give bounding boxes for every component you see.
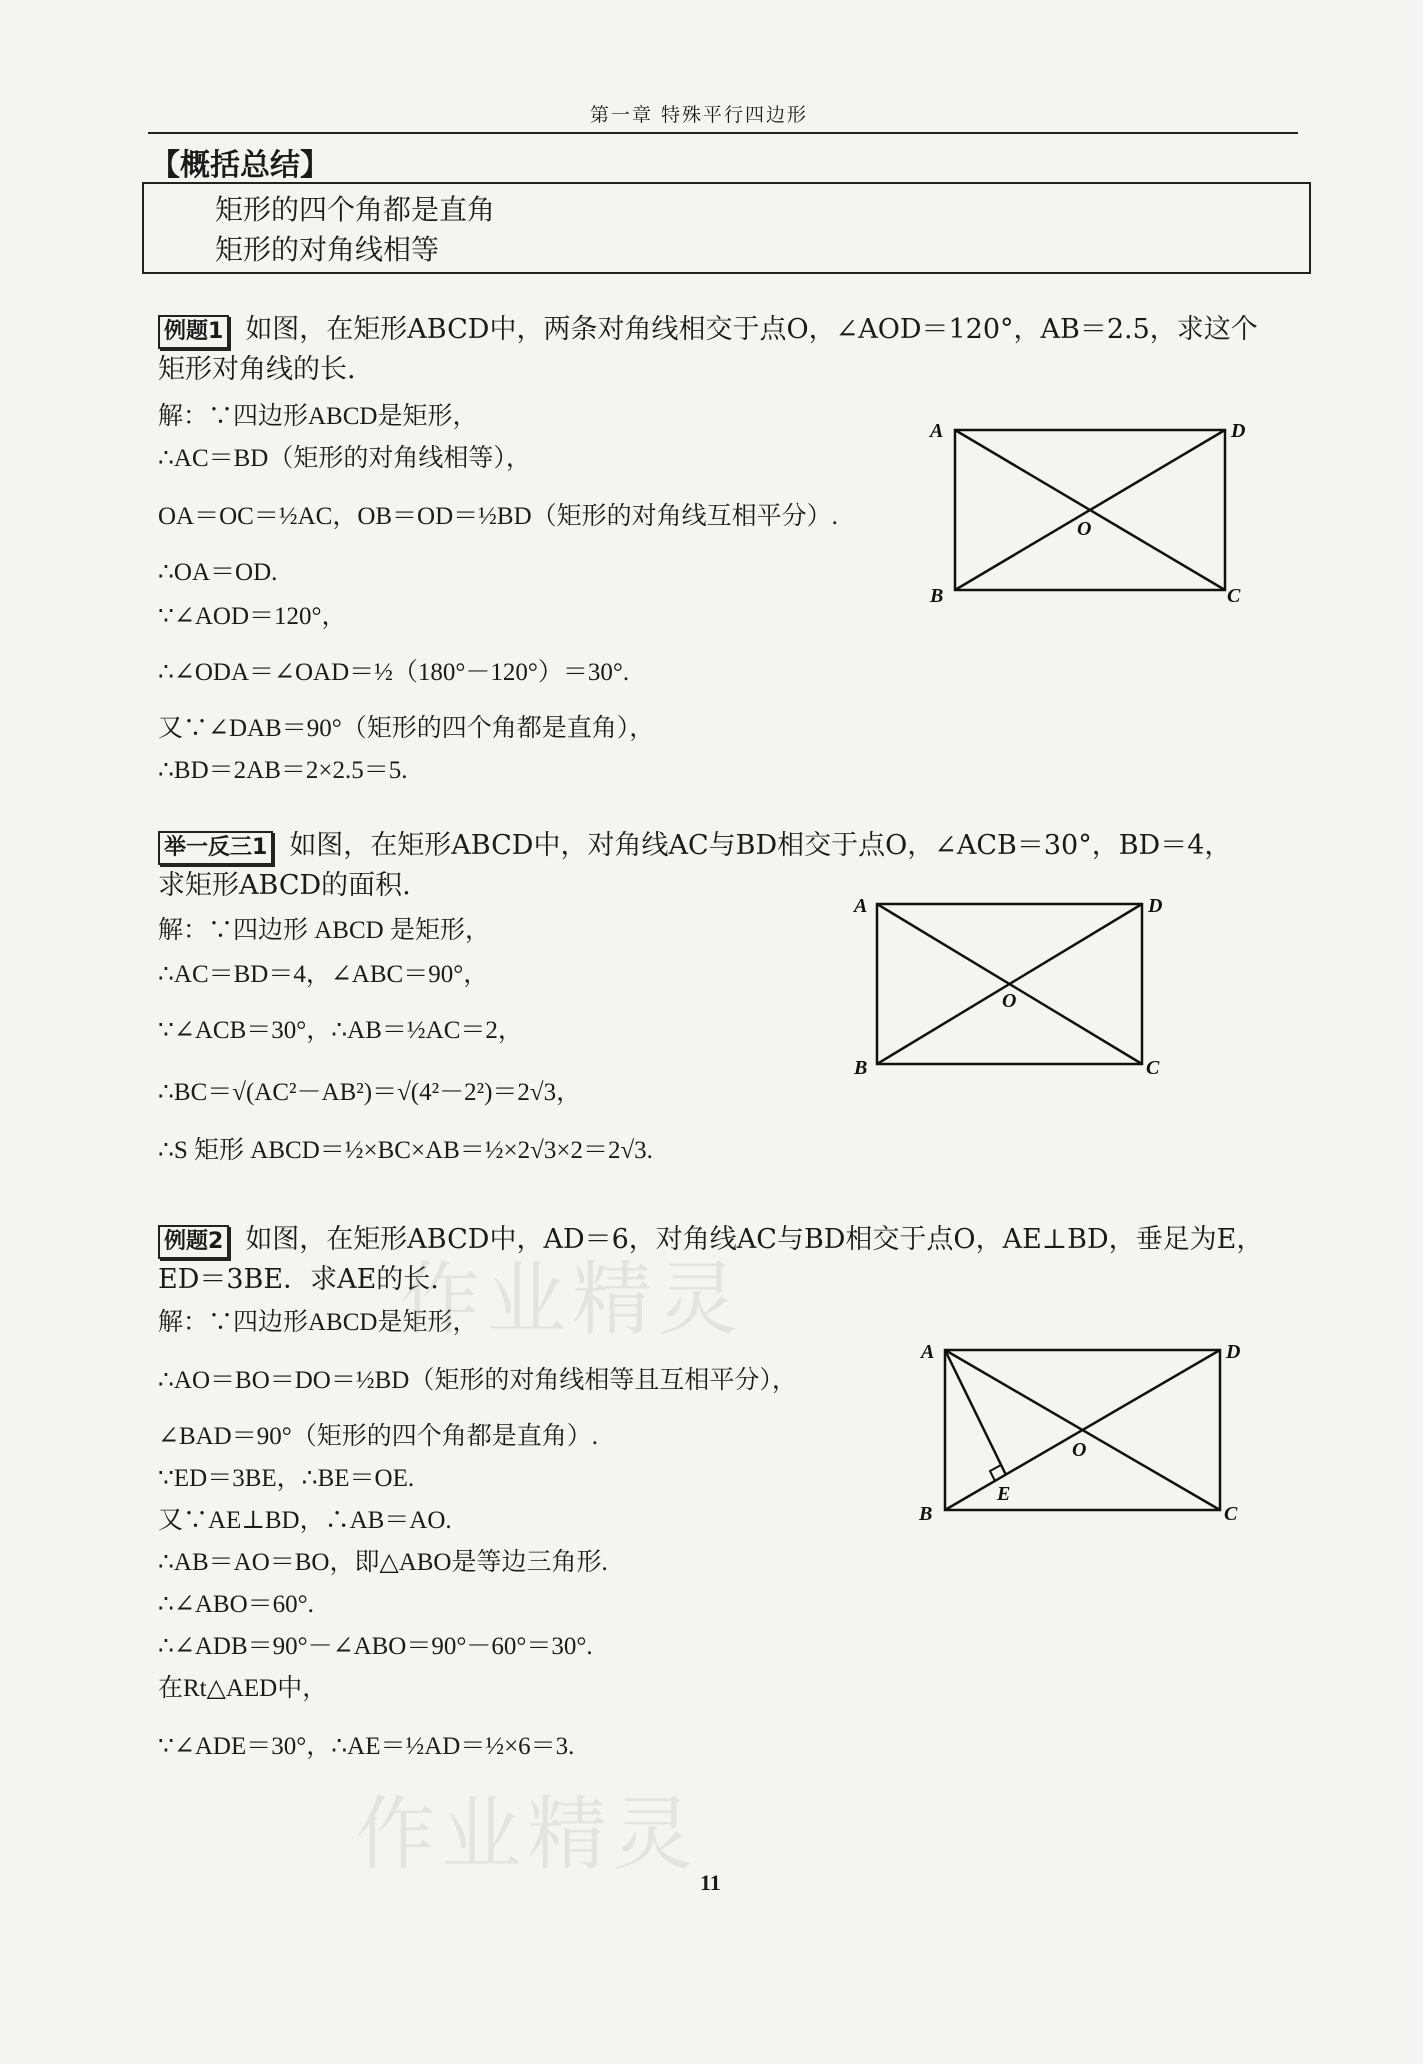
practice1-figure	[852, 892, 1162, 1086]
practice1-solution-line: ∵∠ACB＝30°，∴AB＝½AC＝2，	[158, 1017, 523, 1044]
rectangle-diagram-1	[925, 415, 1246, 607]
example2-solution-line: 解：∵四边形ABCD是矩形，	[158, 1309, 478, 1336]
rectangle-diagram-3	[919, 1338, 1241, 1528]
vertex-label-d: D	[1231, 420, 1246, 442]
practice1-solution-line: 解：∵四边形 ABCD 是矩形，	[158, 917, 490, 944]
center-label-o: O	[1002, 990, 1017, 1012]
vertex-label-c: C	[1227, 585, 1241, 607]
example1-solution-line: ∴∠ODA＝∠OAD＝½（180°－120°）＝30°.	[158, 659, 630, 686]
example2-solution-line: ∴∠ABO＝60°.	[158, 1591, 314, 1618]
header-rule	[148, 132, 1298, 134]
center-label-o: O	[1072, 1439, 1087, 1461]
example2-solution-line: ∵∠ADE＝30°，∴AE＝½AD＝½×6＝3.	[158, 1733, 575, 1760]
vertex-label-b: B	[854, 1057, 868, 1079]
example2-figure	[919, 1338, 1241, 1532]
example1-figure	[925, 415, 1246, 609]
foot-label-e: E	[997, 1483, 1011, 1505]
rectangle-diagram-2	[852, 892, 1162, 1082]
example2-solution-line: ∴AB＝AO＝BO，即△ABO是等边三角形.	[158, 1549, 608, 1576]
example1-problem	[158, 310, 1308, 390]
summary-line: 矩形的对角线相等	[215, 233, 440, 266]
example2-problem-line1: 如图，在矩形ABCD中，AD＝6，对角线AC与BD相交于点O，AE⊥BD，垂足为E，	[245, 1224, 1264, 1255]
watermark: 作业精灵	[400, 1253, 744, 1346]
vertex-label-a: A	[854, 895, 868, 917]
practice1-solution-line: ∴S 矩形 ABCD＝½×BC×AB＝½×2√3×2＝2√3.	[158, 1137, 653, 1164]
chapter-header: 第一章 特殊平行四边形	[590, 104, 809, 126]
example2-problem-line2: ED＝3BE．求AE的长.	[158, 1264, 439, 1295]
practice1-tag: 举一反三1	[158, 831, 273, 865]
vertex-label-b: B	[919, 1503, 933, 1525]
vertex-label-c: C	[1224, 1503, 1238, 1525]
practice1-problem-line2: 求矩形ABCD的面积.	[158, 870, 411, 901]
practice1-problem-line1: 如图，在矩形ABCD中，对角线AC与BD相交于点O，∠ACB＝30°，BD＝4，	[289, 830, 1232, 861]
example1-problem-line1: 如图，在矩形ABCD中，两条对角线相交于点O，∠AOD＝120°，AB＝2.5，求这个	[245, 314, 1258, 345]
example2-solution-line: ∵ED＝3BE，∴BE＝OE.	[158, 1465, 415, 1492]
practice1-solution-line: ∴AC＝BD＝4，∠ABC＝90°，	[158, 961, 489, 988]
example1-solution-line: 解：∵四边形ABCD是矩形，	[158, 403, 478, 430]
example1-solution-line: ∵∠AOD＝120°，	[158, 603, 347, 630]
vertex-label-d: D	[1226, 1341, 1241, 1363]
example1-solution-line: ∴BD＝2AB＝2×2.5＝5.	[158, 757, 408, 784]
vertex-label-d: D	[1148, 895, 1163, 917]
watermark: 作业精灵	[355, 1788, 699, 1881]
example1-solution-line: ∴AC＝BD（矩形的对角线相等），	[158, 445, 531, 472]
vertex-label-c: C	[1146, 1057, 1160, 1079]
vertex-label-b: B	[930, 585, 944, 607]
example1-solution-line: 又∵∠DAB＝90°（矩形的四个角都是直角），	[158, 715, 655, 742]
page-number: 11	[700, 1870, 721, 1895]
example1-solution-line: OA＝OC＝½AC，OB＝OD＝½BD（矩形的对角线互相平分）.	[158, 503, 838, 530]
example2-solution-line: ∠BAD＝90°（矩形的四个角都是直角）.	[158, 1423, 598, 1450]
example2-solution-line: ∴∠ADB＝90°－∠ABO＝90°－60°＝30°.	[158, 1633, 593, 1660]
practice1-solution-line: ∴BC＝√(AC²－AB²)＝√(4²－2²)＝2√3，	[158, 1079, 582, 1106]
center-label-o: O	[1077, 518, 1092, 540]
vertex-label-a: A	[930, 420, 944, 442]
example2-tag: 例题2	[158, 1225, 229, 1259]
example2-solution-line: 又∵AE⊥BD，∴AB＝AO.	[158, 1507, 452, 1534]
summary-line: 矩形的四个角都是直角	[215, 193, 496, 226]
example1-solution-line: ∴OA＝OD.	[158, 559, 278, 586]
example2-solution-line: ∴AO＝BO＝DO＝½BD（矩形的对角线相等且互相平分），	[158, 1367, 797, 1394]
example1-tag: 例题1	[158, 315, 229, 349]
example2-solution-line: 在Rt△AED中，	[158, 1675, 328, 1702]
vertex-label-a: A	[921, 1341, 935, 1363]
example1-problem-line2: 矩形对角线的长.	[158, 354, 356, 385]
summary-title: 【概括总结】	[150, 148, 330, 183]
